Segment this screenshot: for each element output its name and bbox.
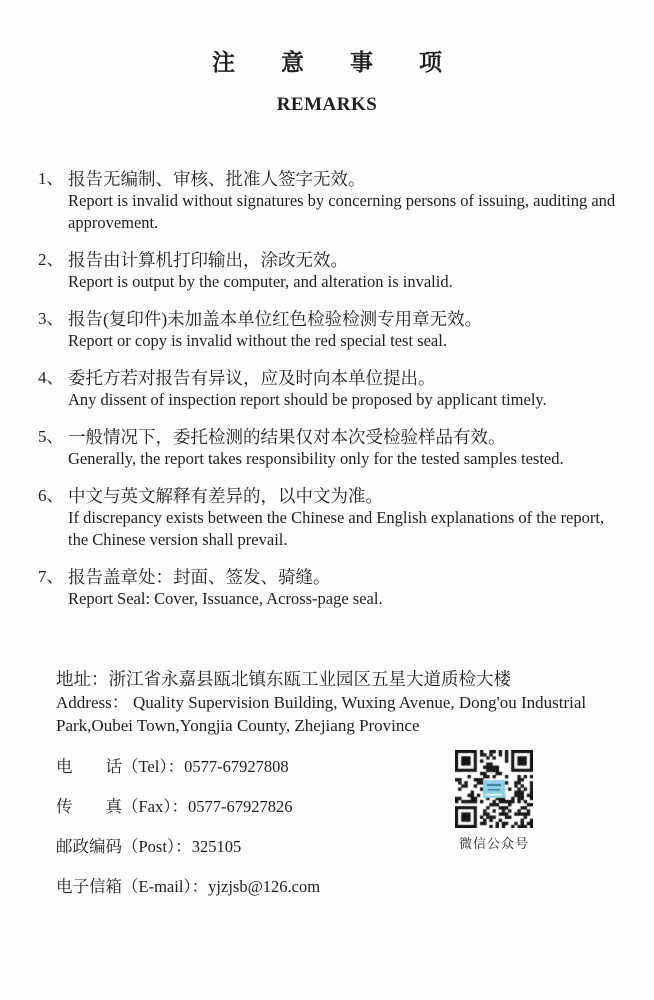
remark-item-3 bbox=[38, 308, 626, 352]
remark-chinese-text: 报告(复印件)未加盖本单位红色检验检测专用章无效。 bbox=[68, 309, 483, 329]
remark-english-text: Report is invalid without signatures by concerning persons of issuing, auditing and approvement. bbox=[68, 191, 616, 232]
remark-english-text: If discrepancy exists between the Chinese and English explanations of the report, the Chinese version shall prevail. bbox=[68, 508, 605, 549]
remark-chinese-text: 报告无编制、审核、批准人签字无效。 bbox=[68, 169, 366, 189]
remark-english-text: Report or copy is invalid without the red special test seal. bbox=[68, 331, 447, 350]
email-label: 电子信箱（E-mail）： bbox=[56, 877, 209, 896]
remark-chinese-text: 报告盖章处：封面、签发、骑缝。 bbox=[68, 567, 331, 587]
postcode-value: 325105 bbox=[191, 837, 242, 856]
wechat-qr-code-icon bbox=[455, 750, 533, 828]
postcode-row bbox=[56, 836, 446, 857]
remark-item-6 bbox=[38, 485, 626, 551]
email-value: yjzjsb@126.com bbox=[208, 877, 321, 896]
remark-english-text: Report Seal: Cover, Issuance, Across-page seal. bbox=[68, 589, 383, 608]
remark-number: 3、 bbox=[38, 309, 64, 328]
fax-row bbox=[56, 796, 446, 817]
remark-english-text: Any dissent of inspection report should be proposed by applicant timely. bbox=[68, 390, 547, 409]
email-row bbox=[56, 876, 446, 897]
remark-chinese-text: 一般情况下，委托检测的结果仅对本次受检验样品有效。 bbox=[68, 427, 506, 447]
remark-english-text: Report is output by the computer, and alteration is invalid. bbox=[68, 272, 453, 291]
remark-chinese-text: 报告由计算机打印输出，涂改无效。 bbox=[68, 250, 348, 270]
remark-english-text: Generally, the report takes responsibility only for the tested samples tested. bbox=[68, 449, 564, 468]
fax-label: 传 真（Fax）： bbox=[56, 797, 188, 816]
remark-chinese-text: 委托方若对报告有异议，应及时向本单位提出。 bbox=[68, 368, 436, 388]
remark-item-4 bbox=[38, 367, 626, 411]
remark-number: 4、 bbox=[38, 368, 64, 387]
contact-list bbox=[56, 756, 446, 916]
remark-number: 2、 bbox=[38, 250, 64, 269]
remarks-list bbox=[38, 168, 626, 625]
postcode-label: 邮政编码（Post）： bbox=[56, 837, 192, 856]
wechat-qr-block bbox=[452, 750, 536, 852]
telephone-label: 电 话（Tel）： bbox=[56, 757, 185, 776]
address-english: Address： Quality Supervision Building, Wuxing Avenue, Dong'ou Industrial Park,Oubei Town,Yongjia County, Zhejiang Province bbox=[56, 693, 587, 735]
remark-item-5 bbox=[38, 426, 626, 470]
page-title-english: REMARKS bbox=[276, 94, 378, 115]
remark-chinese-text: 中文与英文解释有差异的，以中文为准。 bbox=[68, 486, 383, 506]
page-title-chinese: 注 意 事 项 bbox=[212, 50, 442, 75]
remark-number: 7、 bbox=[38, 567, 64, 586]
remark-number: 6、 bbox=[38, 486, 64, 505]
remark-number: 5、 bbox=[38, 427, 64, 446]
address-chinese: 地址：浙江省永嘉县瓯北镇东瓯工业园区五星大道质检大楼 bbox=[56, 669, 511, 689]
remark-item-2 bbox=[38, 249, 626, 293]
remark-item-7 bbox=[38, 566, 626, 610]
address-block bbox=[56, 668, 628, 737]
telephone-value: 0577-67927808 bbox=[184, 757, 289, 776]
remark-item-1 bbox=[38, 168, 626, 234]
wechat-qr-caption: 微信公众号 bbox=[458, 836, 529, 851]
fax-value: 0577-67927826 bbox=[188, 797, 293, 816]
remark-number: 1、 bbox=[38, 169, 64, 188]
telephone-row bbox=[56, 756, 446, 777]
